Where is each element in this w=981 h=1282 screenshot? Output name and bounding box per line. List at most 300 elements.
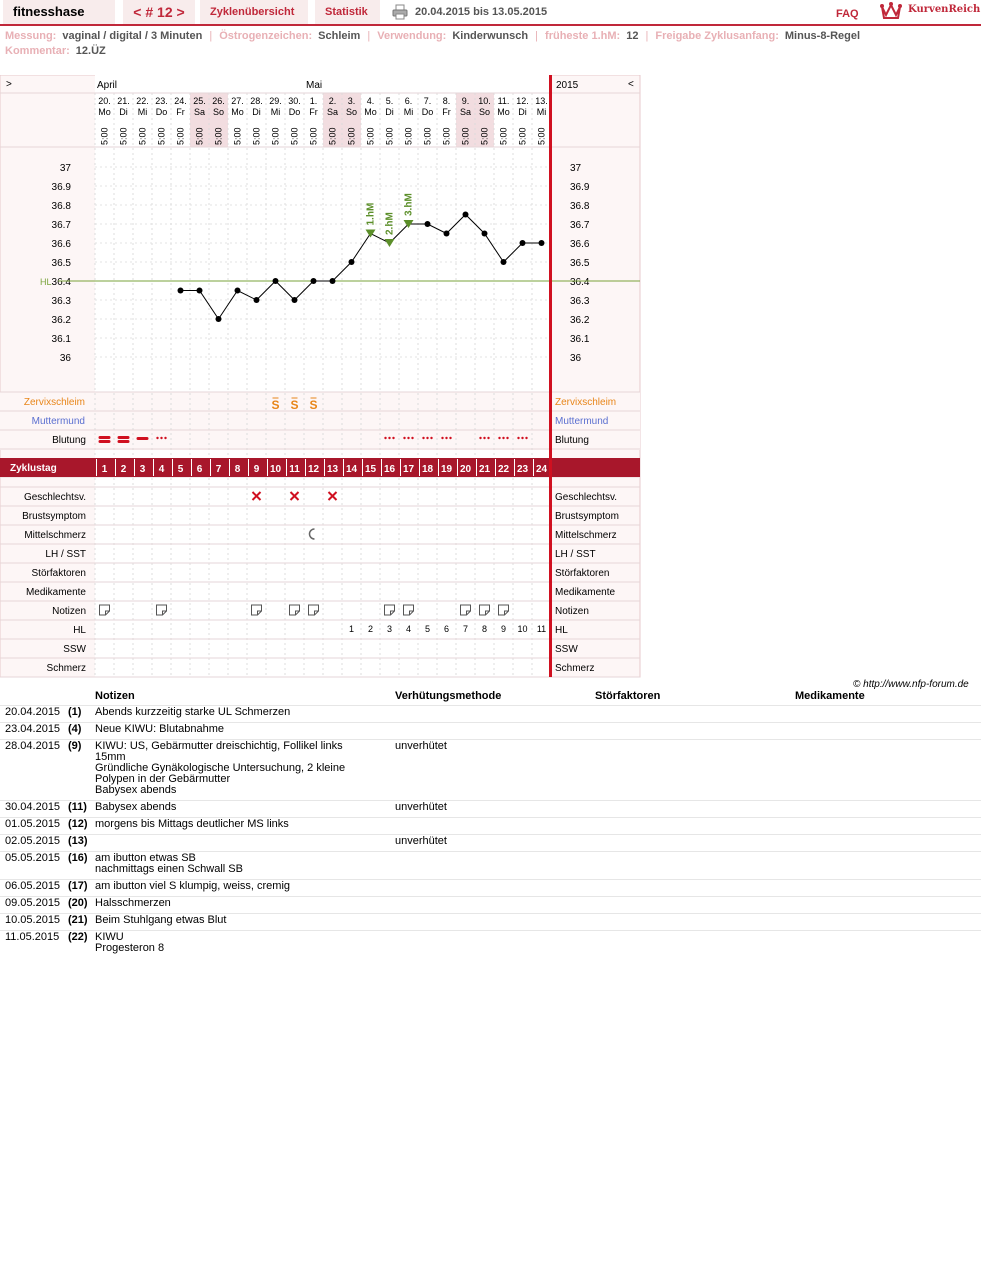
notes-header-verhuetung: Verhütungsmethode bbox=[395, 690, 502, 702]
cycle-day-divider bbox=[324, 459, 325, 476]
row-label-right: LH / SST bbox=[555, 549, 596, 560]
notes-text-line: Babysex abends bbox=[95, 801, 177, 813]
y-tick-right: 36.3 bbox=[570, 296, 590, 307]
temperature-point bbox=[197, 288, 203, 294]
kommentar-label: Kommentar: bbox=[5, 45, 70, 57]
printer-icon[interactable] bbox=[392, 4, 408, 20]
y-tick-right: 36 bbox=[570, 353, 582, 364]
y-tick-right: 36.5 bbox=[570, 258, 590, 269]
notes-day-number: (20) bbox=[68, 897, 88, 909]
notes-text bbox=[95, 898, 385, 909]
bleeding-mark bbox=[137, 437, 149, 440]
notes-row bbox=[0, 800, 981, 817]
cycle-day-divider bbox=[476, 459, 477, 476]
row-label-muttermund: Muttermund bbox=[31, 416, 85, 427]
row-label: LH / SST bbox=[45, 549, 86, 560]
verwendung-value: Kinderwunsch bbox=[452, 30, 529, 42]
notes-text-line: Halsschmerzen bbox=[95, 897, 171, 909]
row-label: Störfaktoren bbox=[31, 568, 86, 579]
cycle-day-divider bbox=[495, 459, 496, 476]
notes-row bbox=[0, 851, 981, 879]
bleeding-mark bbox=[388, 437, 390, 439]
day-weekday-label: Mi bbox=[536, 107, 547, 117]
notes-text-line: Babysex abends bbox=[95, 784, 177, 796]
day-time-label: 5:00 bbox=[346, 127, 357, 145]
hl-count: 7 bbox=[462, 624, 469, 634]
day-time-label: 5:00 bbox=[384, 127, 395, 145]
day-weekday-label: Mi bbox=[403, 107, 414, 117]
day-date-label: 9. bbox=[461, 96, 470, 106]
notes-header-notizen: Notizen bbox=[95, 690, 135, 702]
cycle-day-divider bbox=[210, 459, 211, 476]
day-time-label: 5:00 bbox=[460, 127, 471, 145]
day-time-label: 5:00 bbox=[137, 127, 148, 145]
month-label: April bbox=[97, 80, 118, 91]
hl-count: 8 bbox=[481, 624, 488, 634]
comment-info bbox=[5, 45, 109, 57]
day-weekday-label: Sa bbox=[193, 107, 206, 117]
day-date-label: 6. bbox=[404, 96, 413, 106]
day-date-label: 3. bbox=[347, 96, 356, 106]
day-weekday-label: Mi bbox=[137, 107, 148, 117]
nav-right-button[interactable]: < bbox=[628, 79, 634, 90]
y-tick-left: 36.5 bbox=[51, 258, 71, 269]
day-time-label: 5:00 bbox=[270, 127, 281, 145]
temperature-point bbox=[463, 212, 469, 218]
notes-row bbox=[0, 896, 981, 913]
day-weekday-label: Mo bbox=[364, 107, 377, 117]
row-label-right: HL bbox=[555, 625, 568, 636]
notes-day-number: (17) bbox=[68, 880, 88, 892]
row-label-right: Schmerz bbox=[555, 663, 595, 674]
temperature-point bbox=[178, 288, 184, 294]
cycle-info: Messung: vaginal / digital / 3 Minuten | Östrogenzeichen: Schleim | Verwendung: Kinderwunsch | früheste 1.hM: 12 | Freigabe Zyklusanfang: Minus-8-Regel bbox=[5, 30, 861, 42]
cycle-day-number: 14 bbox=[345, 464, 358, 475]
symptom-area bbox=[0, 392, 640, 450]
cycle-day-number: 11 bbox=[289, 464, 300, 475]
notes-method: unverhütet bbox=[395, 740, 447, 752]
notes-text bbox=[95, 819, 385, 830]
notes-header-stoer: Störfaktoren bbox=[595, 690, 661, 702]
day-weekday-label: Di bbox=[252, 107, 261, 117]
hm-value: 12 bbox=[626, 30, 639, 42]
day-weekday-label: So bbox=[478, 107, 491, 117]
messung-value: vaginal / digital / 3 Minuten bbox=[62, 30, 203, 42]
hl-count: 2 bbox=[367, 624, 374, 634]
day-weekday-label: Mi bbox=[270, 107, 281, 117]
temperature-point bbox=[216, 316, 222, 322]
notes-day-number: (21) bbox=[68, 914, 88, 926]
cycle-day-divider bbox=[438, 459, 439, 476]
notes-date: 09.05.2015 bbox=[5, 897, 61, 909]
kommentar-value: 12.ÜZ bbox=[75, 45, 106, 57]
row-label: Brustsymptom bbox=[22, 511, 86, 522]
day-time-label: 5:00 bbox=[118, 127, 129, 145]
row-label: Schmerz bbox=[46, 663, 86, 674]
row-label-right: Mittelschmerz bbox=[555, 530, 617, 541]
day-weekday-label: Fr bbox=[442, 107, 451, 117]
verwendung-label: Verwendung: bbox=[377, 30, 447, 42]
prev-cycle-button[interactable]: < bbox=[133, 4, 142, 20]
notes-day-number: (16) bbox=[68, 852, 88, 864]
header-divider bbox=[0, 24, 981, 26]
notes-day-number: (4) bbox=[68, 723, 82, 735]
bleeding-mark bbox=[521, 437, 523, 439]
bleeding-mark bbox=[99, 436, 111, 439]
y-tick-left: 36.7 bbox=[51, 220, 71, 231]
notes-date: 06.05.2015 bbox=[5, 880, 61, 892]
day-weekday-label: Mo bbox=[231, 107, 244, 117]
crown-icon bbox=[880, 1, 902, 21]
notes-row bbox=[0, 817, 981, 834]
notes-day-number: (12) bbox=[68, 818, 88, 830]
hl-count: 9 bbox=[500, 624, 507, 634]
bleeding-mark bbox=[506, 437, 508, 439]
hl-count: 4 bbox=[405, 624, 412, 634]
day-weekday-label: Fr bbox=[309, 107, 318, 117]
oestrogen-value: Schleim bbox=[318, 30, 361, 42]
next-cycle-button[interactable]: > bbox=[176, 4, 185, 20]
day-date-label: 4. bbox=[366, 96, 375, 106]
zervix-mark: S bbox=[271, 398, 280, 412]
y-tick-left: 36.9 bbox=[51, 182, 71, 193]
zervix-mark: S bbox=[309, 398, 318, 412]
row-label-zervix-right: Zervixschleim bbox=[555, 397, 617, 408]
day-weekday-label: Mo bbox=[98, 107, 111, 117]
cycle-day-number: 24 bbox=[535, 464, 548, 475]
temperature-point bbox=[254, 297, 260, 303]
cycle-day-divider bbox=[343, 459, 344, 476]
day-time-label: 5:00 bbox=[441, 127, 452, 145]
notes-text bbox=[95, 853, 385, 875]
y-tick-left: 36.2 bbox=[51, 315, 71, 326]
day-date-label: 12. bbox=[516, 96, 529, 106]
cycle-day-number: 18 bbox=[421, 464, 434, 475]
hl-count: 3 bbox=[386, 624, 393, 634]
tab-cycle-overview[interactable]: Zyklenübersicht bbox=[200, 0, 308, 24]
bleeding-mark bbox=[160, 437, 162, 439]
cycle-chart bbox=[0, 75, 981, 680]
cycle-day-divider bbox=[153, 459, 154, 476]
notes-text bbox=[95, 881, 385, 892]
row-label-right: Notizen bbox=[555, 606, 589, 617]
bleeding-mark bbox=[407, 437, 409, 439]
cycle-day-number: 17 bbox=[402, 464, 415, 475]
y-tick-left: 36.4 bbox=[51, 277, 71, 288]
notes-day-number: (22) bbox=[68, 931, 88, 943]
day-date-label: 2. bbox=[328, 96, 337, 106]
bleeding-mark bbox=[517, 437, 519, 439]
day-weekday-label: So bbox=[345, 107, 358, 117]
row-label: Medikamente bbox=[25, 587, 86, 598]
row-label: Geschlechtsv. bbox=[23, 492, 86, 503]
day-time-label: 5:00 bbox=[536, 127, 547, 145]
notes-text-line: am ibutton viel S klumpig, weiss, cremig bbox=[95, 880, 291, 892]
cycle-day-divider bbox=[362, 459, 363, 476]
cycle-day-number: 15 bbox=[364, 464, 377, 475]
notes-method: unverhütet bbox=[395, 801, 447, 813]
cycle-day-divider bbox=[533, 459, 534, 476]
y-tick-left: 36.8 bbox=[51, 201, 71, 212]
cycle-day-divider bbox=[400, 459, 401, 476]
hl-count: 10 bbox=[517, 624, 528, 634]
day-time-label: 5:00 bbox=[289, 127, 300, 145]
row-label-right: SSW bbox=[555, 644, 578, 655]
notes-date: 02.05.2015 bbox=[5, 835, 61, 847]
day-date-label: 13. bbox=[535, 96, 548, 106]
day-time-label: 5:00 bbox=[327, 127, 338, 145]
temperature-point bbox=[482, 231, 488, 237]
day-time-label: 5:00 bbox=[175, 127, 186, 145]
y-tick-left: 36.6 bbox=[51, 239, 71, 250]
cycle-day-divider bbox=[115, 459, 116, 476]
hm-label: 3.hM bbox=[403, 193, 415, 216]
day-weekday-label: Di bbox=[119, 107, 128, 117]
day-time-label: 5:00 bbox=[232, 127, 243, 145]
notes-text-line: Gründliche Gynäkologische Untersuchung, 2 kleine bbox=[95, 762, 346, 774]
day-time-label: 5:00 bbox=[517, 127, 528, 145]
username-label: fitnesshase bbox=[3, 0, 115, 24]
notes-text-line: am ibutton etwas SB bbox=[95, 852, 196, 864]
day-weekday-label: Do bbox=[421, 107, 434, 117]
oestrogen-label: Östrogenzeichen: bbox=[219, 30, 313, 42]
day-time-label: 5:00 bbox=[194, 127, 205, 145]
zyklustag-label: Zyklustag bbox=[10, 463, 57, 474]
y-tick-right: 37 bbox=[570, 163, 582, 174]
bleeding-mark bbox=[498, 437, 500, 439]
notes-text bbox=[95, 932, 385, 954]
copyright: © http://www.nfp-forum.de bbox=[853, 679, 969, 690]
day-date-label: 26. bbox=[212, 96, 225, 106]
cycle-day-divider bbox=[172, 459, 173, 476]
notes-day-number: (1) bbox=[68, 706, 82, 718]
hm-label: früheste 1.hM: bbox=[545, 30, 621, 42]
day-time-label: 5:00 bbox=[251, 127, 262, 145]
notes-date: 10.05.2015 bbox=[5, 914, 61, 926]
notes-text-line: Beim Stuhlgang etwas Blut bbox=[95, 914, 227, 926]
day-weekday-label: Sa bbox=[459, 107, 472, 117]
row-label: SSW bbox=[63, 644, 86, 655]
hl-count: 11 bbox=[536, 624, 547, 634]
temperature-point bbox=[520, 240, 526, 246]
notes-day-number: (13) bbox=[68, 835, 88, 847]
cycle-day-divider bbox=[229, 459, 230, 476]
day-date-label: 28. bbox=[250, 96, 263, 106]
tab-statistics[interactable]: Statistik bbox=[315, 0, 380, 24]
row-label: Mittelschmerz bbox=[24, 530, 86, 541]
faq-link[interactable]: FAQ bbox=[836, 8, 859, 20]
day-weekday-label: Fr bbox=[176, 107, 185, 117]
day-date-label: 5. bbox=[385, 96, 394, 106]
day-weekday-label: Mo bbox=[497, 107, 510, 117]
bleeding-mark bbox=[384, 437, 386, 439]
cycle-day-number: 13 bbox=[326, 464, 339, 475]
day-time-label: 5:00 bbox=[213, 127, 224, 145]
temperature-point bbox=[311, 278, 317, 284]
day-date-label: 22. bbox=[136, 96, 149, 106]
hl-count: 5 bbox=[424, 624, 431, 634]
cycle-day-divider bbox=[381, 459, 382, 476]
day-date-label: 21. bbox=[117, 96, 130, 106]
bleeding-mark bbox=[449, 437, 451, 439]
hm-label: 2.hM bbox=[384, 212, 396, 235]
temperature-point bbox=[235, 288, 241, 294]
logo-text: KurvenReich bbox=[908, 4, 981, 15]
nav-left-button[interactable]: > bbox=[6, 79, 12, 90]
hl-count: 6 bbox=[443, 624, 450, 634]
notes-text-line: nachmittags einen Schwall SB bbox=[95, 863, 243, 875]
notes-text-line: Progesteron 8 bbox=[95, 942, 165, 954]
cycle-day-number: 20 bbox=[459, 464, 472, 475]
cycle-day-divider bbox=[514, 459, 515, 476]
cycle-day-divider bbox=[286, 459, 287, 476]
cycle-day-number: 16 bbox=[383, 464, 396, 475]
notes-text-line: KIWU: US, Gebärmutter dreischichtig, Follikel links bbox=[95, 740, 343, 752]
day-time-label: 5:00 bbox=[422, 127, 433, 145]
bleeding-mark bbox=[156, 437, 158, 439]
notes-text bbox=[95, 915, 385, 926]
cycle-day-divider bbox=[96, 459, 97, 476]
day-time-label: 5:00 bbox=[498, 127, 509, 145]
y-tick-right: 36.2 bbox=[570, 315, 590, 326]
messung-label: Messung: bbox=[5, 30, 57, 42]
hl-count: 1 bbox=[348, 624, 355, 634]
row-label-right: Medikamente bbox=[555, 587, 616, 598]
notes-date: 28.04.2015 bbox=[5, 740, 61, 752]
day-time-label: 5:00 bbox=[365, 127, 376, 145]
row-label-muttermund-right: Muttermund bbox=[555, 416, 609, 427]
day-time-label: 5:00 bbox=[156, 127, 167, 145]
notes-text-line: Neue KIWU: Blutabnahme bbox=[95, 723, 225, 735]
bleeding-mark bbox=[164, 437, 166, 439]
notes-date: 05.05.2015 bbox=[5, 852, 61, 864]
hm-label: 1.hM bbox=[365, 202, 377, 226]
notes-header-medi: Medikamente bbox=[795, 690, 865, 702]
notes-date: 20.04.2015 bbox=[5, 706, 61, 718]
notes-row bbox=[0, 834, 981, 851]
bleeding-mark bbox=[502, 437, 504, 439]
y-tick-right: 36.9 bbox=[570, 182, 590, 193]
temperature-point bbox=[425, 221, 431, 227]
bleeding-mark bbox=[483, 437, 485, 439]
y-tick-right: 36.7 bbox=[570, 220, 590, 231]
temperature-point bbox=[349, 259, 355, 265]
y-tick-left: 37 bbox=[59, 163, 71, 174]
notes-date: 23.04.2015 bbox=[5, 723, 61, 735]
notes-text bbox=[95, 707, 385, 718]
notes-date: 01.05.2015 bbox=[5, 818, 61, 830]
bleeding-mark bbox=[430, 437, 432, 439]
notes-text-line: Abends kurzzeitig starke UL Schmerzen bbox=[95, 706, 291, 718]
row-label-zervix: Zervixschleim bbox=[23, 397, 85, 408]
day-date-label: 24. bbox=[174, 96, 187, 106]
cycle-day-divider bbox=[248, 459, 249, 476]
notes-date: 11.05.2015 bbox=[5, 931, 60, 943]
chart-plot-background bbox=[95, 75, 551, 677]
row-label: Notizen bbox=[52, 606, 86, 617]
notes-text bbox=[95, 741, 385, 796]
cycle-day-number: 12 bbox=[307, 464, 320, 475]
day-date-label: 8. bbox=[442, 96, 451, 106]
cycle-day-number: 22 bbox=[497, 464, 510, 475]
notes-method: unverhütet bbox=[395, 835, 447, 847]
notes-date: 30.04.2015 bbox=[5, 801, 61, 813]
notes-text-line: morgens bis Mittags deutlicher MS links bbox=[95, 818, 289, 830]
bleeding-mark bbox=[445, 437, 447, 439]
notes-row bbox=[0, 722, 981, 739]
cycle-day-number: 10 bbox=[269, 464, 282, 475]
notes-day-number: (11) bbox=[68, 801, 87, 813]
notes-text bbox=[95, 724, 385, 735]
cycle-day-number: 2 bbox=[120, 464, 127, 475]
day-weekday-label: Sa bbox=[326, 107, 339, 117]
cycle-day-number: 19 bbox=[440, 464, 453, 475]
day-time-label: 5:00 bbox=[99, 127, 110, 145]
bleeding-mark bbox=[118, 436, 130, 439]
temperature-point bbox=[444, 231, 450, 237]
y-tick-right: 36.6 bbox=[570, 239, 590, 250]
day-weekday-label: Di bbox=[518, 107, 527, 117]
y-tick-left: 36.3 bbox=[51, 296, 71, 307]
row-label-right: Brustsymptom bbox=[555, 511, 619, 522]
day-date-label: 25. bbox=[193, 96, 206, 106]
bleeding-mark bbox=[99, 440, 111, 443]
cycle-day-number: 5 bbox=[177, 464, 184, 475]
cycle-day-divider bbox=[305, 459, 306, 476]
day-weekday-label: Di bbox=[385, 107, 394, 117]
notes-text-line: Polypen in der Gebärmutter bbox=[95, 773, 231, 785]
y-tick-left: 36 bbox=[59, 353, 71, 364]
zervix-mark: S bbox=[290, 398, 299, 412]
bleeding-mark bbox=[479, 437, 481, 439]
temperature-point bbox=[273, 278, 279, 284]
freigabe-value: Minus-8-Regel bbox=[784, 30, 861, 42]
bleeding-mark bbox=[422, 437, 424, 439]
cycle-number: # 12 bbox=[145, 4, 173, 20]
row-label-blutung-right: Blutung bbox=[555, 435, 589, 446]
notes-row bbox=[0, 705, 981, 722]
day-time-label: 5:00 bbox=[479, 127, 490, 145]
cycle-day-divider bbox=[134, 459, 135, 476]
y-tick-right: 36.1 bbox=[570, 334, 590, 345]
cycle-day-number: 4 bbox=[158, 464, 165, 475]
day-date-label: 1. bbox=[309, 96, 318, 106]
row-label-blutung: Blutung bbox=[52, 435, 86, 446]
day-date-label: 7. bbox=[423, 96, 432, 106]
row-label-right: Geschlechtsv. bbox=[555, 492, 618, 503]
cycle-nav bbox=[123, 0, 195, 24]
notes-row bbox=[0, 930, 981, 958]
day-weekday-label: Do bbox=[155, 107, 168, 117]
notes-row bbox=[0, 879, 981, 896]
freigabe-label: Freigabe Zyklusanfang: bbox=[655, 30, 779, 42]
cycle-day-number: 23 bbox=[516, 464, 529, 475]
day-date-label: 29. bbox=[269, 96, 282, 106]
day-date-label: 27. bbox=[231, 96, 244, 106]
day-date-label: 20. bbox=[98, 96, 111, 106]
cycle-day-divider bbox=[419, 459, 420, 476]
row-label: HL bbox=[73, 625, 86, 636]
day-time-label: 5:00 bbox=[308, 127, 319, 145]
notes-text bbox=[95, 802, 385, 813]
bleeding-mark bbox=[411, 437, 413, 439]
bleeding-mark bbox=[487, 437, 489, 439]
cycle-day-number: 21 bbox=[478, 464, 491, 475]
bleeding-mark bbox=[118, 440, 130, 443]
day-date-label: 11. bbox=[497, 96, 510, 106]
cycle-day-number: 3 bbox=[139, 464, 146, 475]
day-time-label: 5:00 bbox=[403, 127, 414, 145]
